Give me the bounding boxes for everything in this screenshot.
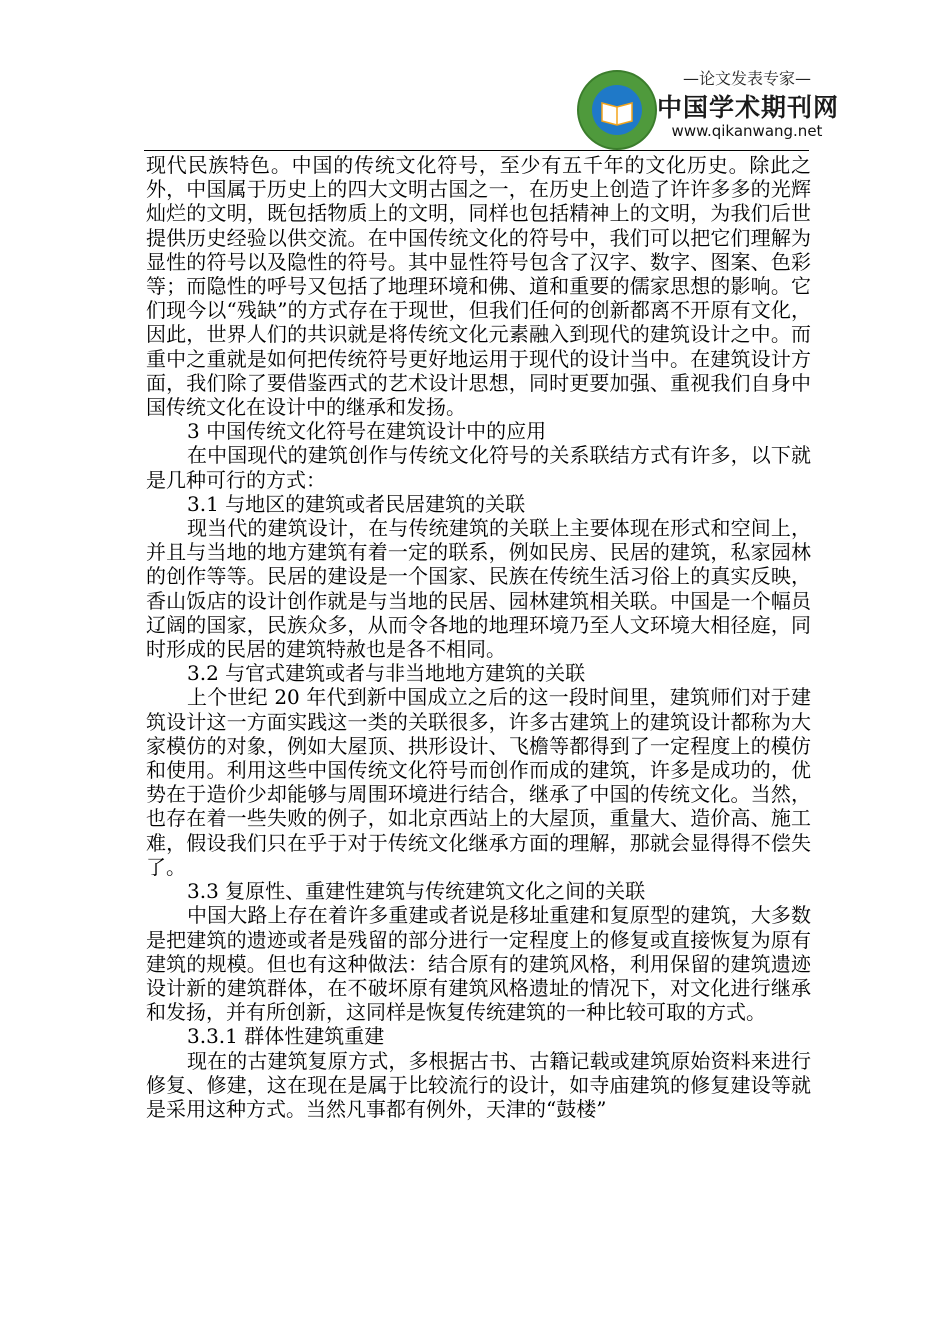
- header-slogan: —论文发表专家—: [682, 69, 811, 88]
- paragraph: 现当代的建筑设计，在与传统建筑的关联上主要体现在形式和空间上，并且与当地的地方建筑有着一定的联系，例如民房、民居的建筑，私家园林的创作等等。民居的建设是一个国家、民族在传统生活习俗上的真实反映，香山饭店的设计创作就是与当地的民居、园林建筑相关联。中国是一个幅员辽阔的国家，民族众多，从而令各地的地理环境乃至人文环境大相径庭，同时形成的民居的建筑特赦也是各不相同。: [146, 516, 811, 662]
- journal-header: [577, 64, 840, 150]
- paragraph: 中国大路上存在着许多重建或者说是移址重建和复原型的建筑，大多数是把建筑的遗迹或者是残留的部分进行一定程度上的修复或直接恢复为原有建筑的规模。但也有这种做法：结合原有的建筑风格，利用保留的建筑遗迹设计新的建筑群体，在不破坏原有建筑风格遗址的情况下，对文化进行继承和发扬，并有所创新，这同样是恢复传统建筑的一种比较可取的方式。: [146, 903, 811, 1025]
- section-heading: 3 中国传统文化符号在建筑设计中的应用: [187, 419, 547, 444]
- header-site-name: 中国学术期刊网: [657, 93, 840, 122]
- paragraph: 上个世纪 20 年代到新中国成立之后的这一段时间里，建筑师们对于建筑设计这一方面实践这一类的关联很多，许多古建筑上的建筑设计都称为大家模仿的对象，例如大屋顶、拱形设计、飞檐等都得到了一定程度上的模仿和使用。利用这些中国传统文化符号而创作而成的建筑，许多是成功的，优势在于造价少却能够与周围环境进行结合，继承了中国的传统文化。当然，也存在着一些失败的例子，如北京西站上的大屋顶，重量大、造价高、施工难，假设我们只在乎于对于传统文化继承方面的理解，那就会显得得不偿失了。: [146, 685, 811, 879]
- section-heading: 3.1 与地区的建筑或者民居建筑的关联: [187, 491, 526, 516]
- seal-logo-icon: [577, 70, 657, 150]
- paragraph: 现代民族特色。中国的传统文化符号，至少有五千年的文化历史。除此之外，中国属于历史上的四大文明古国之一，在历史上创造了许许多多的光辉灿烂的文明，既包括物质上的文明，同样也包括精神上的文明，为我们后世提供历史经验以供交流。在中国传统文化的符号中，我们可以把它们理解为显性的符号以及隐性的符号。其中显性符号包含了汉字、数字、图案、色彩等；而隐性的呼号又包括了地理环境和佛、道和重要的儒家思想的影响。它们现今以“残缺”的方式存在于现世，但我们任何的创新都离不开原有文化，因此，世界人们的共识就是将传统文化元素融入到现代的建筑设计之中。而重中之重就是如何把传统符号更好地运用于现代的设计当中。在建筑设计方面，我们除了要借鉴西式的艺术设计思想，同时更要加强、重视我们自身中国传统文化在设计中的继承和发扬。: [146, 153, 811, 420]
- book-icon: [592, 85, 642, 135]
- header-divider: [144, 150, 809, 151]
- section-heading: 3.2 与官式建筑或者与非当地地方建筑的关联: [187, 661, 586, 686]
- paragraph: 现在的古建筑复原方式，多根据古书、古籍记载或建筑原始资料来进行修复、修建，这在现在是属于比较流行的设计，如寺庙建筑的修复建设等就是采用这种方式。当然凡事都有例外，天津的“鼓楼”: [146, 1048, 811, 1121]
- section-heading: 3.3 复原性、重建性建筑与传统建筑文化之间的关联: [187, 879, 646, 904]
- header-site-url: www.qikanwang.net: [671, 122, 823, 140]
- section-heading: 3.3.1 群体性建筑重建: [187, 1024, 385, 1049]
- paragraph: 在中国现代的建筑创作与传统文化符号的关系联结方式有许多，以下就是几种可行的方式：: [146, 443, 811, 492]
- article-body: [146, 153, 811, 1121]
